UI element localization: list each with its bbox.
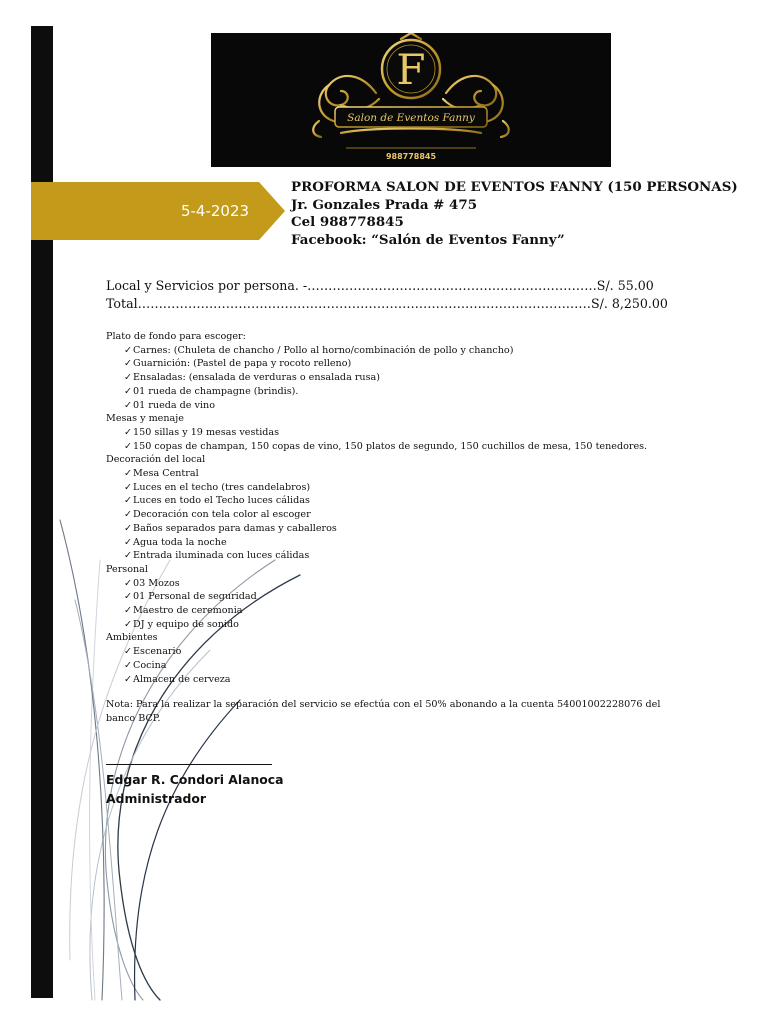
check-icon: ✓ (124, 481, 133, 493)
list-item-text: Escenario (133, 646, 182, 658)
check-icon: ✓ (124, 550, 133, 562)
list-item (106, 673, 647, 687)
payment-note: Nota: Para la realizar la separación del servicio se efectúa con el 50% abonando a la cuenta 54001002228076 del banco BCP. (106, 699, 661, 724)
list-item (106, 618, 647, 632)
signature-line (106, 764, 272, 765)
document-header (291, 179, 738, 249)
service-details (106, 330, 647, 686)
list-item (106, 467, 647, 481)
list-item (106, 481, 647, 495)
list-item (106, 440, 647, 454)
signature-block (106, 770, 284, 808)
list-item (106, 385, 647, 399)
list-item-text: 150 sillas y 19 mesas vestidas (133, 426, 280, 438)
signer-name: Edgar R. Condori Alanoca (106, 772, 284, 787)
section-title: Ambientes (106, 632, 158, 644)
list-item-text: 01 rueda de champagne (brindis). (133, 385, 299, 397)
signer-role: Administrador (106, 791, 206, 806)
list-item-text: 01 rueda de vino (133, 399, 215, 411)
check-icon: ✓ (124, 468, 133, 480)
list-item (106, 549, 647, 563)
check-icon: ✓ (124, 372, 133, 384)
list-item (106, 604, 647, 618)
list-item (106, 577, 647, 591)
list-item-text: Carnes: (Chuleta de chancho / Pollo al horno/combinación de pollo y chancho) (133, 344, 514, 356)
logo-letter (396, 45, 425, 94)
list-item (106, 494, 647, 508)
list-item-text: 150 copas de champan, 150 copas de vino, 150 platos de segundo, 150 cuchillos de mesa, 150 tenedores. (133, 440, 648, 452)
list-item (106, 659, 647, 673)
check-icon: ✓ (124, 344, 133, 356)
list-item-text: Guarnición: (Pastel de papa y rocoto relleno) (133, 358, 352, 370)
list-item-text: Agua toda la noche (133, 536, 227, 548)
list-item (106, 645, 647, 659)
section-title: Decoración del local (106, 454, 206, 466)
logo-script-name: Salon de Eventos Fanny (347, 112, 475, 124)
check-icon: ✓ (124, 536, 133, 548)
svg-text:F: F (396, 45, 426, 94)
section-title: Personal (106, 563, 148, 575)
section-title: Mesas y menaje (106, 413, 184, 425)
left-decorative-bar (31, 26, 53, 998)
check-icon: ✓ (124, 659, 133, 671)
list-item-text: Almacen de cerveza (133, 673, 231, 685)
check-icon: ✓ (124, 509, 133, 521)
check-icon: ✓ (124, 440, 133, 452)
list-item-text: Mesa Central (133, 468, 199, 480)
list-item-text: Ensaladas: (ensalada de verduras o ensalada rusa) (133, 372, 380, 384)
check-icon: ✓ (124, 426, 133, 438)
price-per-person: Local y Servicios por persona. -……………………………………………………………S/. 55.00 (106, 278, 654, 293)
price-total: Total………………………………………………………………………………………………S/. 8,250.00 (106, 296, 668, 311)
list-item-text: Entrada iluminada con luces cálidas (133, 550, 310, 562)
facebook-line: Facebook: “Salón de Eventos Fanny” (291, 231, 565, 248)
check-icon: ✓ (124, 605, 133, 617)
list-item (106, 536, 647, 550)
check-icon: ✓ (124, 618, 133, 630)
list-item (106, 371, 647, 385)
list-item-text: 01 Personal de seguridad (133, 591, 257, 603)
check-icon: ✓ (124, 646, 133, 658)
pricing-block (106, 277, 668, 313)
list-item-text: Cocina (133, 659, 167, 671)
list-item (106, 508, 647, 522)
check-icon: ✓ (124, 577, 133, 589)
section-title: Plato de fondo para escoger: (106, 331, 246, 342)
check-icon: ✓ (124, 673, 133, 685)
address-line: Jr. Gonzales Prada # 475 (291, 196, 478, 213)
check-icon: ✓ (124, 399, 133, 411)
logo-emblem (211, 33, 611, 167)
list-item (106, 426, 647, 440)
proforma-title: PROFORMA SALON DE EVENTOS FANNY (150 PERSONAS) (291, 179, 738, 195)
check-icon: ✓ (124, 358, 133, 370)
list-item-text: DJ y equipo de sonido (133, 618, 239, 630)
check-icon: ✓ (124, 591, 133, 603)
list-item-text: Luces en todo el Techo luces cálidas (133, 495, 310, 507)
list-item (106, 522, 647, 536)
proforma-date: 5-4-2023 (180, 202, 250, 220)
list-item (106, 344, 647, 358)
list-item-text: Decoración con tela color al escoger (133, 509, 311, 521)
logo-phone: 988778845 (385, 152, 437, 161)
list-item (106, 357, 647, 371)
check-icon: ✓ (124, 385, 133, 397)
check-icon: ✓ (124, 495, 133, 507)
list-item-text: Luces en el techo (tres candelabros) (133, 481, 311, 493)
list-item (106, 399, 647, 413)
list-item-text: 03 Mozos (133, 577, 180, 589)
list-item-text: Maestro de ceremonia (133, 605, 243, 617)
list-item-text: Baños separados para damas y caballeros (133, 522, 337, 534)
cel-line: Cel 988778845 (291, 214, 404, 230)
list-item (106, 590, 647, 604)
check-icon: ✓ (124, 522, 133, 534)
company-logo (211, 33, 611, 167)
